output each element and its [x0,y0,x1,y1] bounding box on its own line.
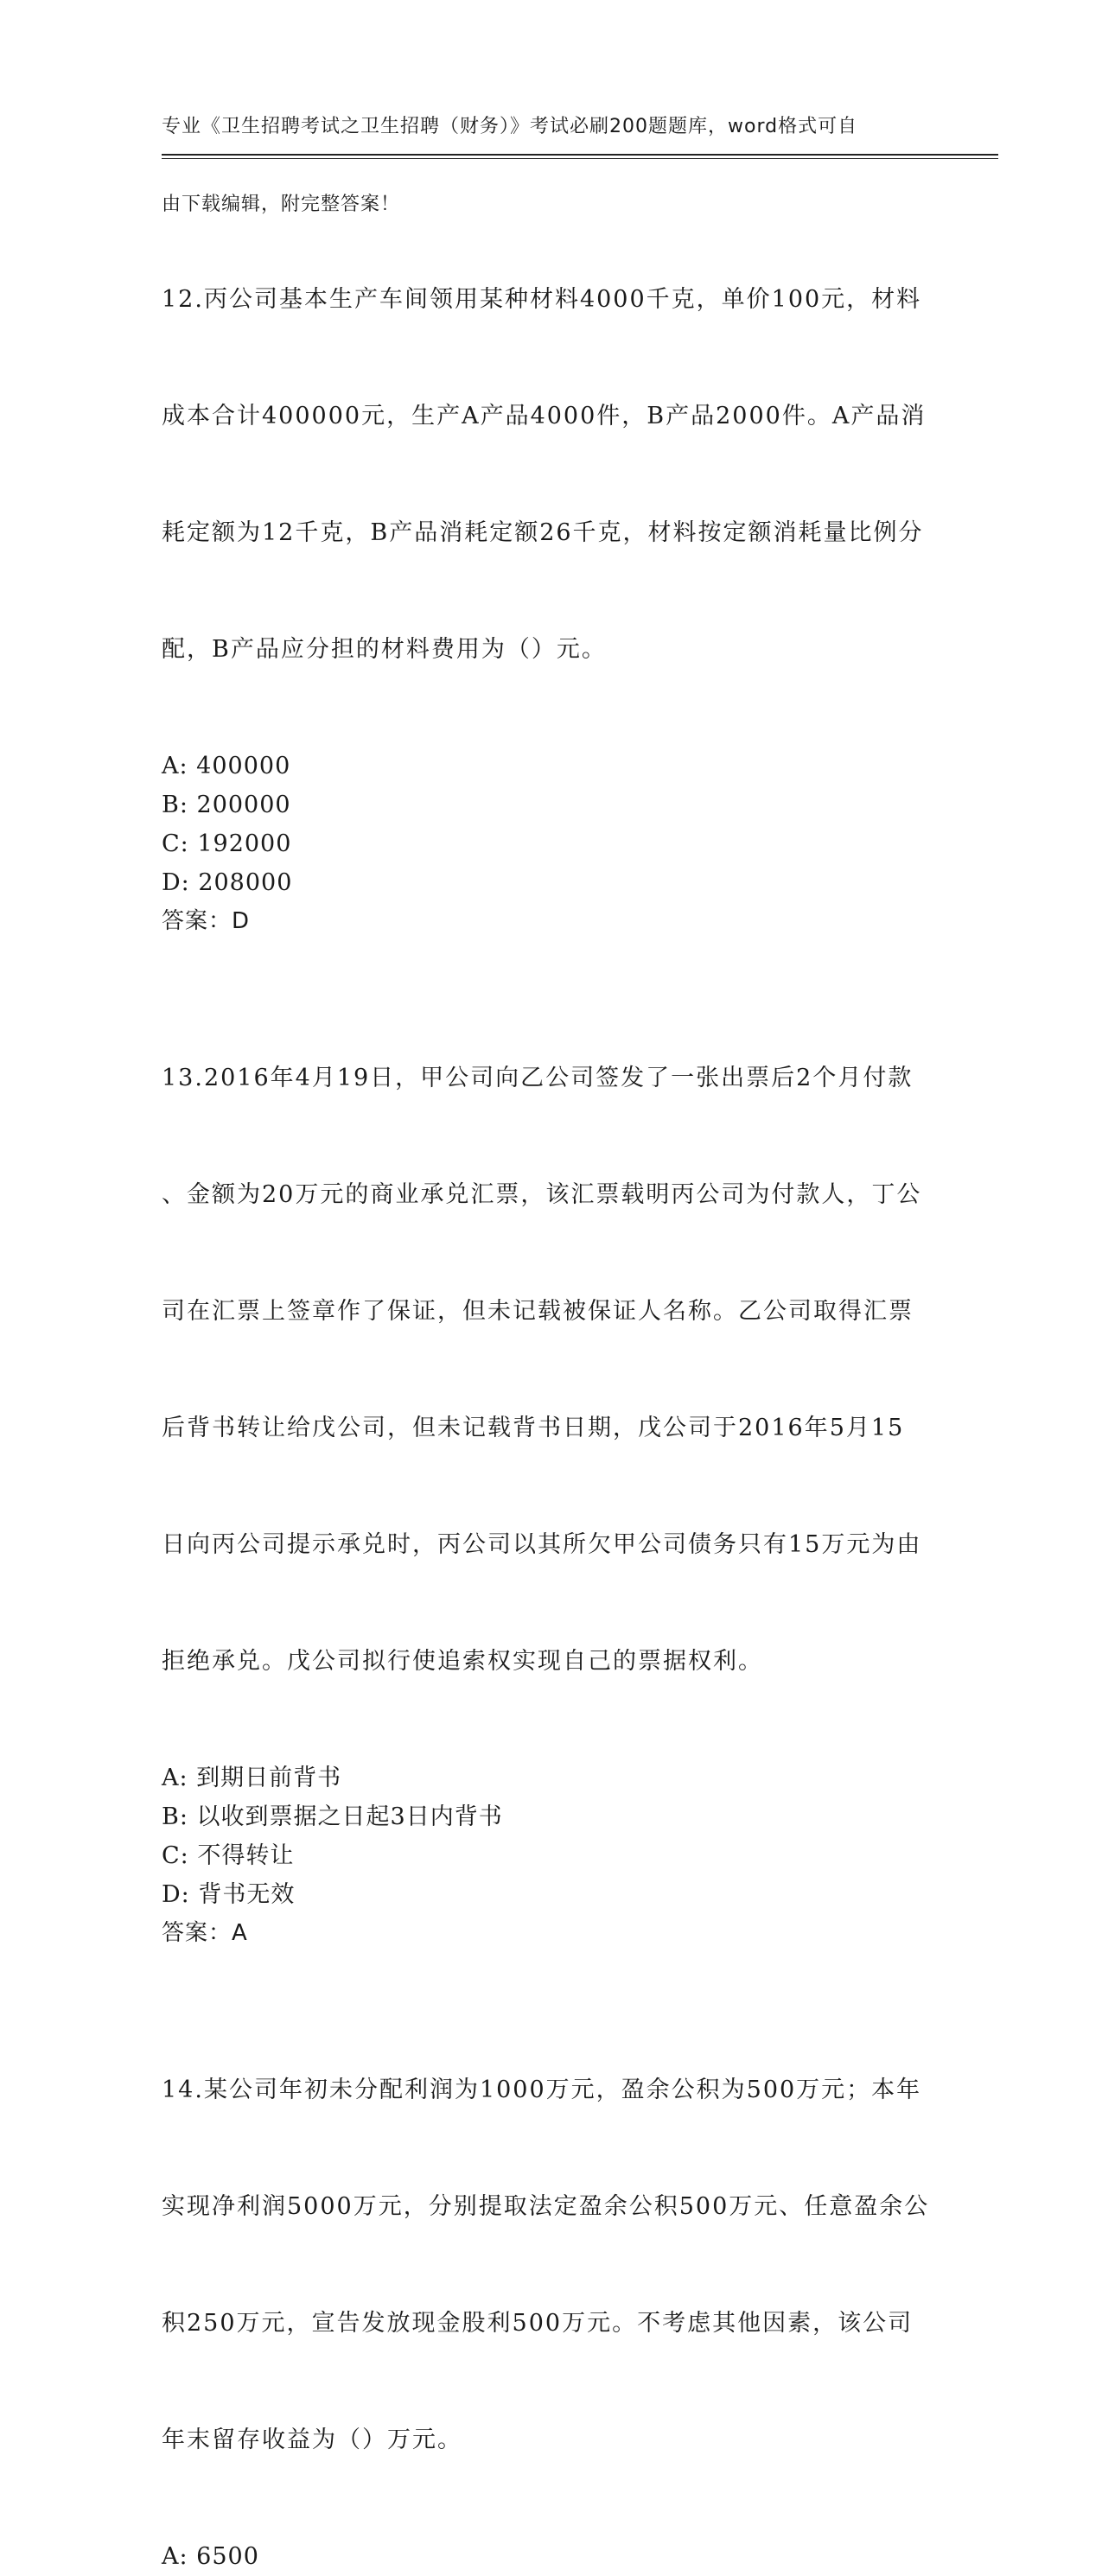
question-line: 司在汇票上签章作了保证，但未记载被保证人名称。乙公司取得汇票 [162,1298,914,1325]
option-c: C: 192000 [162,830,292,857]
question-line: 日向丙公司提示承兑时，丙公司以其所欠甲公司债务只有15万元为由 [162,1531,922,1558]
question-line: 年末留存收益为（）万元。 [162,2427,462,2453]
question-line: 14.某公司年初未分配利润为1000万元，盈余公积为500万元；本年 [162,2077,922,2103]
question-line: 、金额为20万元的商业承兑汇票，该汇票载明丙公司为付款人，丁公 [162,1181,922,1208]
question-text [162,202,931,747]
question-line: 耗定额为12千克，B产品消耗定额26千克，材料按定额消耗量比例分 [162,519,924,546]
answer-label: 答案：A [162,1920,248,1946]
option-b: B: 以收到票据之日起3日内背书 [162,1803,503,1830]
option-d: D: 背书无效 [162,1881,296,1908]
option-a: A: 到期日前背书 [162,1765,342,1791]
question-line: 积250万元，宣告发放现金股利500万元。不考虑其他因素，该公司 [162,2310,914,2337]
option-d: D: 208000 [162,869,293,896]
question-list [162,202,940,2576]
answer-label: 答案：D [162,908,251,934]
question-text [162,1993,931,2537]
header-line-2: 由下载编辑，附完整答案！ [162,194,401,215]
question-line: 后背书转让给戊公司，但未记载背书日期，戊公司于2016年5月15 [162,1415,905,1441]
spacer [162,1953,940,1993]
header-divider-thick [162,154,998,156]
option-c: C: 不得转让 [162,1842,295,1869]
question-line: 13.2016年4月19日，甲公司向乙公司签发了一张出票后2个月付款 [162,1065,914,1091]
question-text [162,981,931,1759]
option-a: A: 6500 [162,2543,259,2570]
header-line-1: 专业《卫生招聘考试之卫生招聘（财务）》考试必刷200题题库，word格式可自 [162,116,858,137]
question-line: 成本合计400000元，生产A产品4000件，B产品2000件。A产品消 [162,403,927,429]
option-b: B: 200000 [162,792,291,818]
header-divider-thin [162,158,998,159]
question-line: 拒绝承兑。戊公司拟行使追索权实现自己的票据权利。 [162,1648,763,1675]
option-a: A: 400000 [162,753,291,779]
question-14 [162,1993,940,2576]
question-12 [162,202,940,941]
question-line: 实现净利润5000万元，分别提取法定盈余公积500万元、任意盈余公 [162,2193,930,2220]
question-line: 12.丙公司基本生产车间领用某种材料4000千克，单价100元，材料 [162,286,922,313]
question-line: 配，B产品应分担的材料费用为（）元。 [162,636,607,663]
question-13 [162,981,940,1953]
spacer [162,941,940,981]
